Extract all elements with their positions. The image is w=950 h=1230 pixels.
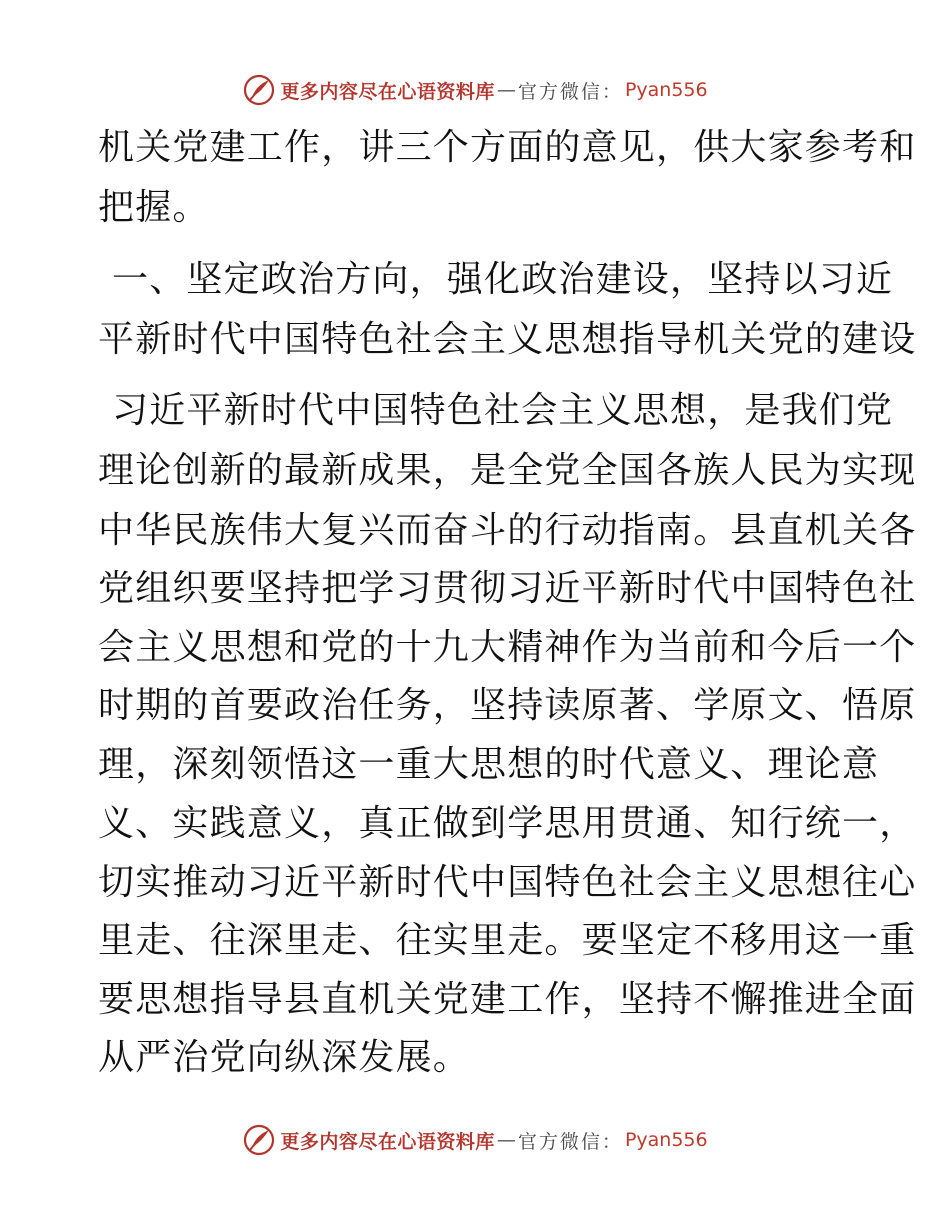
text-line: 要思想指导县直机关党建工作，坚持不懈推进全面 [98, 979, 917, 1020]
wechat-handle: Pyan556 [624, 1129, 708, 1151]
text-line: 会主义思想和党的十九大精神作为当前和今后一个 [98, 627, 917, 668]
text-line: 中华民族伟大复兴而奋斗的行动指南。县直机关各 [98, 510, 917, 551]
promo-text: 更多内容尽在心语资料库 [280, 80, 495, 103]
text-line: 理论创新的最新成果，是全党全国各族人民为实现 [98, 450, 917, 491]
quill-logo-icon [242, 73, 276, 107]
wechat-label: 官方微信： [517, 1130, 623, 1153]
quill-logo-icon [242, 1123, 276, 1157]
wechat-label: 官方微信： [517, 80, 623, 103]
text-line: 习近平新时代中国特色社会主义思想，是我们党 [112, 390, 894, 431]
text-line: 切实推动习近平新时代中国特色社会主义思想往心 [98, 862, 917, 903]
text-line: 理，深刻领悟这一重大思想的时代意义、理论意 [98, 744, 880, 785]
text-line: 把握。 [98, 187, 210, 228]
footer-watermark-banner [0, 1120, 950, 1160]
section-heading-line: 平新时代中国特色社会主义思想指导机关党的建设 [98, 319, 917, 360]
text-line: 里走、往深里走、往实里走。要坚定不移用这一重 [98, 920, 917, 961]
text-line: 从严治党向纵深发展。 [98, 1037, 471, 1078]
section-heading-line: 一、坚定政治方向，强化政治建设，坚持以习近 [112, 259, 894, 300]
text-line: 机关党建工作，讲三个方面的意见，供大家参考和 [98, 127, 917, 168]
promo-text: 更多内容尽在心语资料库 [280, 1130, 495, 1153]
text-line: 时期的首要政治任务，坚持读原著、学原文、悟原 [98, 685, 917, 726]
banner-dash: — [496, 1129, 516, 1151]
text-line: 党组织要坚持把学习贯彻习近平新时代中国特色社 [98, 568, 917, 609]
wechat-handle: Pyan556 [624, 79, 708, 101]
banner-dash: — [496, 79, 516, 101]
text-line: 义、实践意义，真正做到学思用贯通、知行统一， [98, 803, 917, 844]
header-watermark-banner [0, 70, 950, 110]
